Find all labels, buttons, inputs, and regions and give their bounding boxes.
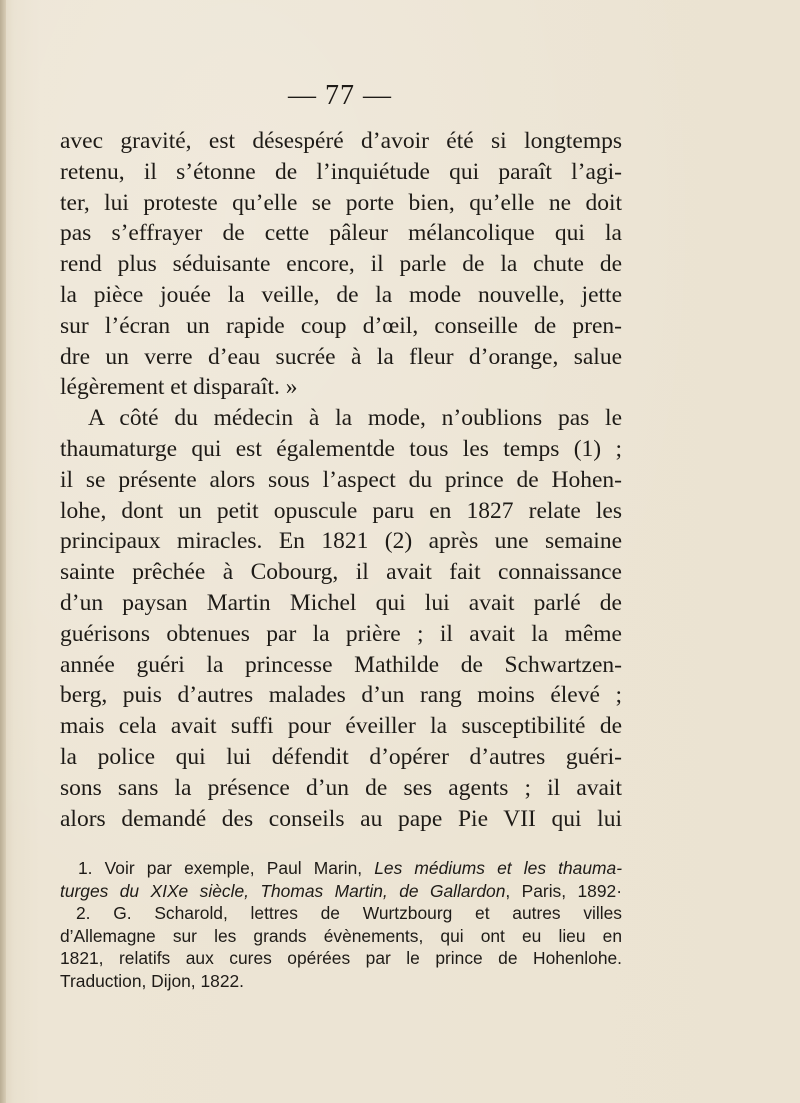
text-line: avec gravité, est désespéré d’avoir été si longtemps — [60, 128, 622, 154]
text-line: berg, puis d’autres malades d’un rang moins élevé ; — [60, 682, 622, 709]
text-line: légèrement et disparaît. » — [60, 374, 298, 401]
text-line: thaumaturge qui est égalementde tous les temps (1) ; — [60, 435, 622, 462]
text-line: principaux miracles. En 1821 (2) après une semaine — [60, 528, 622, 555]
footnote-1-suffix: , Paris, 1892· — [505, 880, 622, 901]
footnote-1-title-cont: turges du XIXe siècle, Thomas Martin, de Gallardon — [60, 880, 506, 901]
text-line: sainte prêchée à Cobourg, il avait fait connaissance — [60, 559, 622, 586]
text-line: dre un verre d’eau sucrée à la fleur d’orange, salue — [60, 343, 622, 370]
text-line: il se présente alors sous l’aspect du prince de Hohen- — [60, 466, 622, 493]
footnote-1-line — [60, 880, 622, 903]
text-line: année guéri la princesse Mathilde de Schwartzen- — [60, 651, 622, 678]
footnote-2-line: Traduction, Dijon, 1822. — [60, 970, 244, 991]
text-line: alors demandé des conseils au pape Pie VII qui lui — [60, 805, 622, 832]
page-number: — 77 — — [288, 80, 392, 111]
text-line: ter, lui proteste qu’elle se porte bien, qu’elle ne doit — [60, 189, 622, 216]
text-line: sons sans la présence d’un de ses agents ; il avait — [60, 774, 622, 801]
text-line: mais cela avait suffi pour éveiller la susceptibilité de — [60, 713, 622, 740]
footnote-2-line: 1821, relatifs aux cures opérées par le prince de Hohenlohe. — [60, 948, 622, 969]
text-line: pas s’effrayer de cette pâleur mélancolique qui la — [60, 220, 622, 247]
paragraph-start-line: A côté du médecin à la mode, n’oublions pas le — [88, 405, 622, 432]
footnote-2-line: 2. G. Scharold, lettres de Wurtzbourg et autres villes — [76, 903, 622, 924]
footnote-1-line — [60, 857, 622, 880]
text-line: retenu, il s’étonne de l’inquiétude qui paraît l’agi- — [60, 158, 622, 185]
text-line: lohe, dont un petit opuscule paru en 1827 relate les — [60, 497, 622, 524]
footnote-1-title: Les médiums et les thauma- — [374, 858, 622, 878]
text-line: rend plus séduisante encore, il parle de la chute de — [60, 251, 622, 278]
text-line: la police qui lui défendit d’opérer d’autres guéri- — [60, 743, 622, 770]
text-line: sur l’écran un rapide coup d’œil, conseille de pren- — [60, 312, 622, 339]
body-text — [60, 126, 622, 834]
text-line: d’un paysan Martin Michel qui lui avait parlé de — [60, 589, 622, 616]
text-line: la pièce jouée la veille, de la mode nouvelle, jette — [60, 281, 622, 308]
text-line: guérisons obtenues par la prière ; il avait la même — [60, 620, 622, 647]
page-binding-edge — [0, 0, 6, 1103]
footnote-2-line: d’Allemagne sur les grands évènements, qui ont eu lieu en — [60, 925, 622, 946]
footnotes — [60, 857, 622, 993]
footnote-1-prefix: 1. Voir par exemple, Paul Marin, — [78, 858, 375, 878]
